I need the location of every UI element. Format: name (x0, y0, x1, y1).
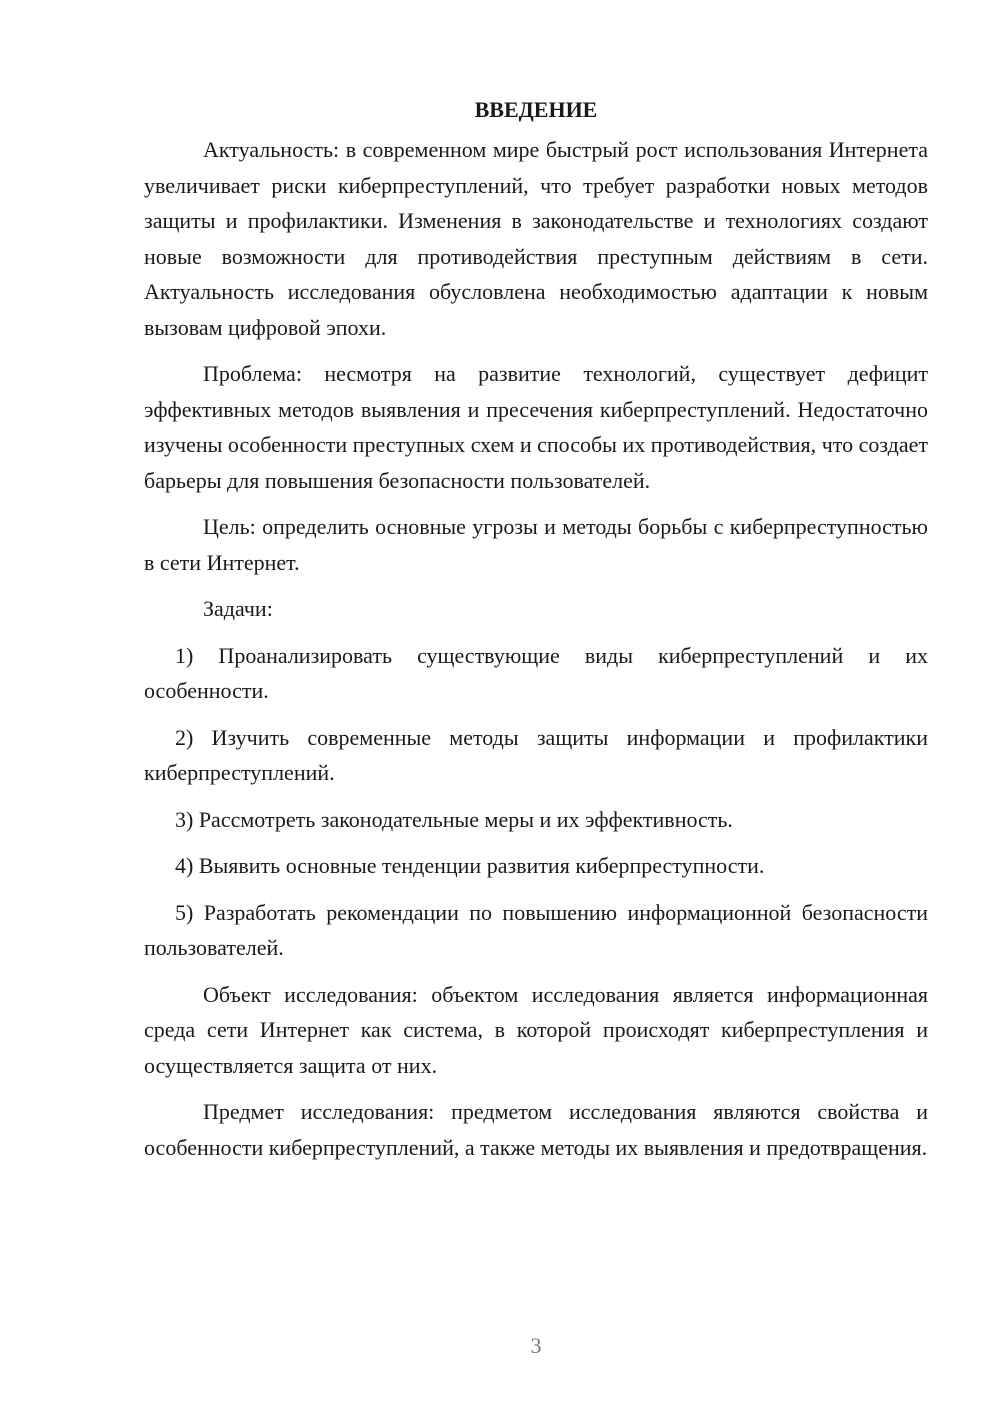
task-item-2: 2) Изучить современные методы защиты информации и профилактики киберпреступлений. (144, 724, 928, 785)
task-item-3: 3) Рассмотреть законодательные меры и их эффективность. (175, 806, 733, 832)
task-item-1: 1) Проанализировать существующие виды киберпреступлений и их особенности. (144, 642, 928, 703)
tasks-heading: Задачи: (203, 596, 273, 621)
relevance-paragraph: Актуальность: в современном мире быстрый рост использования Интернета увеличивает риски киберпреступлений, что требует разработки новых методов защиты и профилактики. Изменения в законодательстве и технологиях создают новые возможности для противодействия преступным действиям в сети. Актуальность исследования обусловлена необходимостью адаптации к новым вызовам цифровой эпохи. (144, 137, 928, 340)
research-subject-paragraph: Предмет исследования: предметом исследования являются свойства и особенности киберпреступлений, а также методы их выявления и предотвращения. (144, 1099, 928, 1160)
research-object-paragraph: Объект исследования: объектом исследования является информационная среда сети Интернет как система, в которой происходят киберпреступления и осуществляется защита от них. (144, 981, 928, 1078)
task-item-4: 4) Выявить основные тенденции развития киберпреступности. (175, 853, 765, 878)
task-item-5: 5) Разработать рекомендации по повышению информационной безопасности пользователей. (144, 899, 928, 960)
page-title: ВВЕДЕНИЕ (474, 97, 598, 122)
goal-paragraph: Цель: определить основные угрозы и методы борьбы с киберпреступностью в сети Интернет. (144, 514, 928, 575)
problem-paragraph: Проблема: несмотря на развитие технологий, существует дефицит эффективных методов выявления и пресечения киберпреступлений. Недостаточно изучены особенности преступных схем и способы их противодействия, что создает барьеры для повышения безопасности пользователей. (144, 361, 928, 493)
document-page (144, 92, 928, 1176)
page-number: 3 (530, 1333, 542, 1358)
